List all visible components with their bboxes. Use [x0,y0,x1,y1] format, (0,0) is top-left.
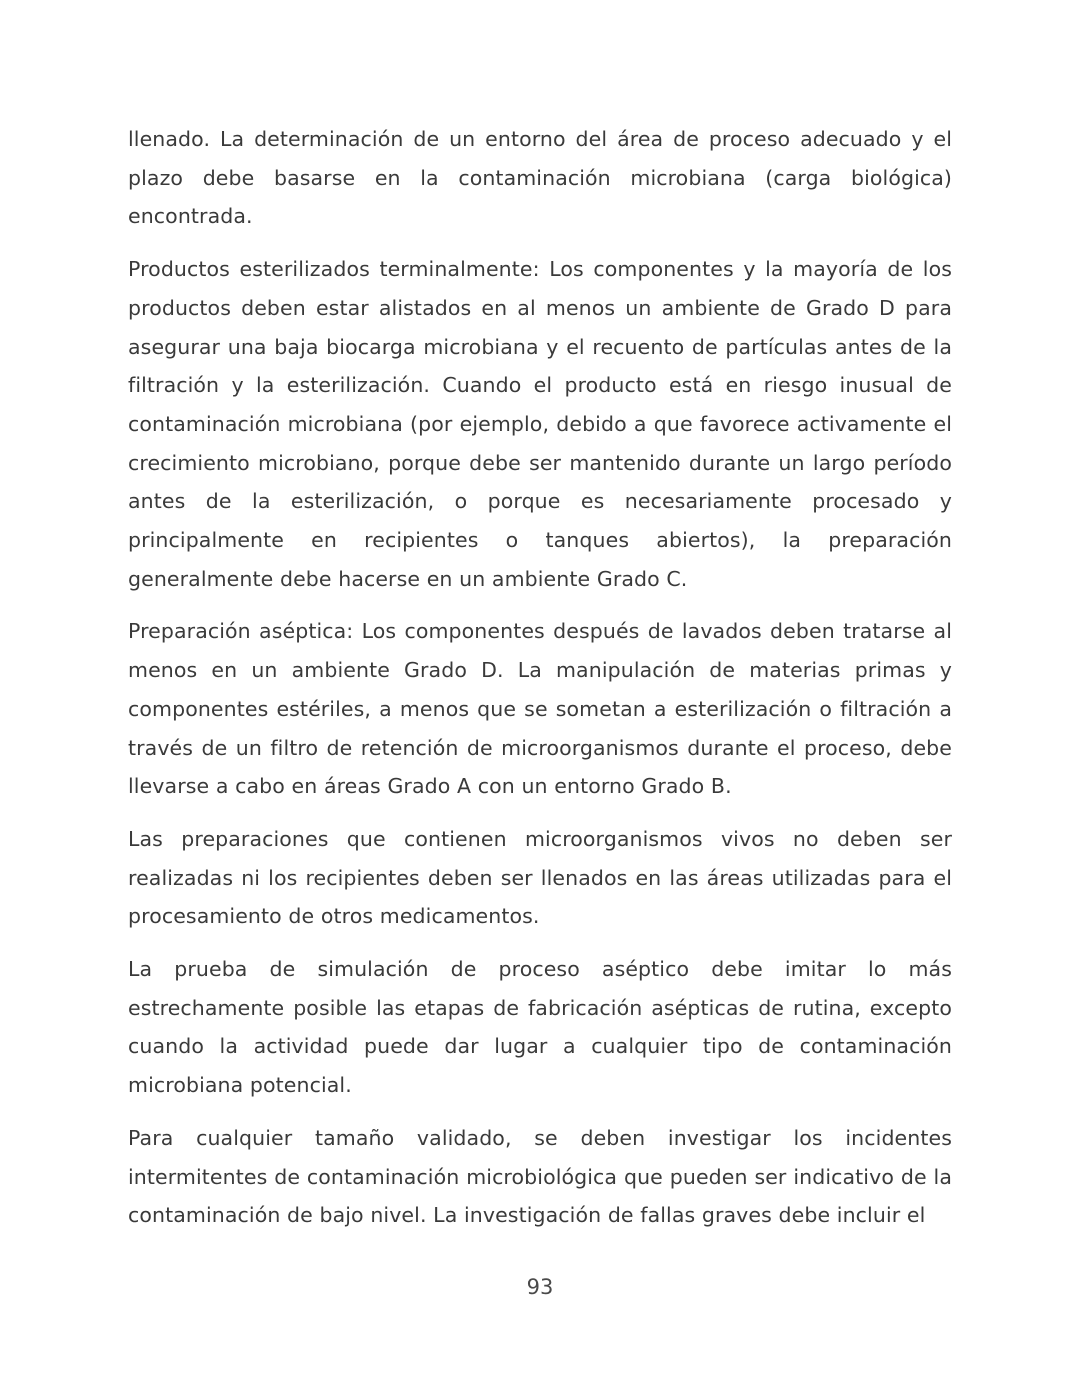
paragraph-preparacion-aseptica: Preparación aséptica: Los componentes después de lavados deben tratarse al menos en un ambiente Grado D. La manipulación de materias primas y componentes estériles, a menos que se sometan a esterilización o filtración a través de un filtro de retención de microorganismos durante el proceso, debe llevarse a cabo en áreas Grado A con un entorno Grado B. [128,619,952,799]
paragraph-productos-esterilizados: Productos esterilizados terminalmente: Los componentes y la mayoría de los productos deben estar alistados en al menos un ambiente de Grado D para asegurar una baja biocarga microbiana y el recuento de partículas antes de la filtración y la esterilización. Cuando el producto está en riesgo inusual de contaminación microbiana (por ejemplo, debido a que favorece activamente el crecimiento microbiano, porque debe ser mantenido durante un largo período antes de la esterilización, o porque es necesariamente procesado y principalmente en recipientes o tanques abiertos), la preparación generalmente debe hacerse en un ambiente Grado C. [128,257,952,591]
paragraph-prueba-simulacion: La prueba de simulación de proceso aséptico debe imitar lo más estrechamente posible las etapas de fabricación asépticas de rutina, excepto cuando la actividad puede dar lugar a cualquier tipo de contaminación microbiana potencial. [128,957,952,1098]
body-text [128,120,952,1249]
paragraph-llenado: llenado. La determinación de un entorno del área de proceso adecuado y el plazo debe basarse en la contaminación microbiana (carga biológica) encontrada. [128,127,952,229]
page-number: 93 [526,1275,554,1299]
paragraph-tamano-validado: Para cualquier tamaño validado, se deben investigar los incidentes intermitentes de contaminación microbiológica que pueden ser indicativo de la contaminación de bajo nivel. La investigación de fallas graves debe incluir el [128,1125,952,1228]
paragraph-microorganismos-vivos: Las preparaciones que contienen microorganismos vivos no deben ser realizadas ni los recipientes deben ser llenados en las áreas utilizadas para el procesamiento de otros medicamentos. [128,826,952,929]
